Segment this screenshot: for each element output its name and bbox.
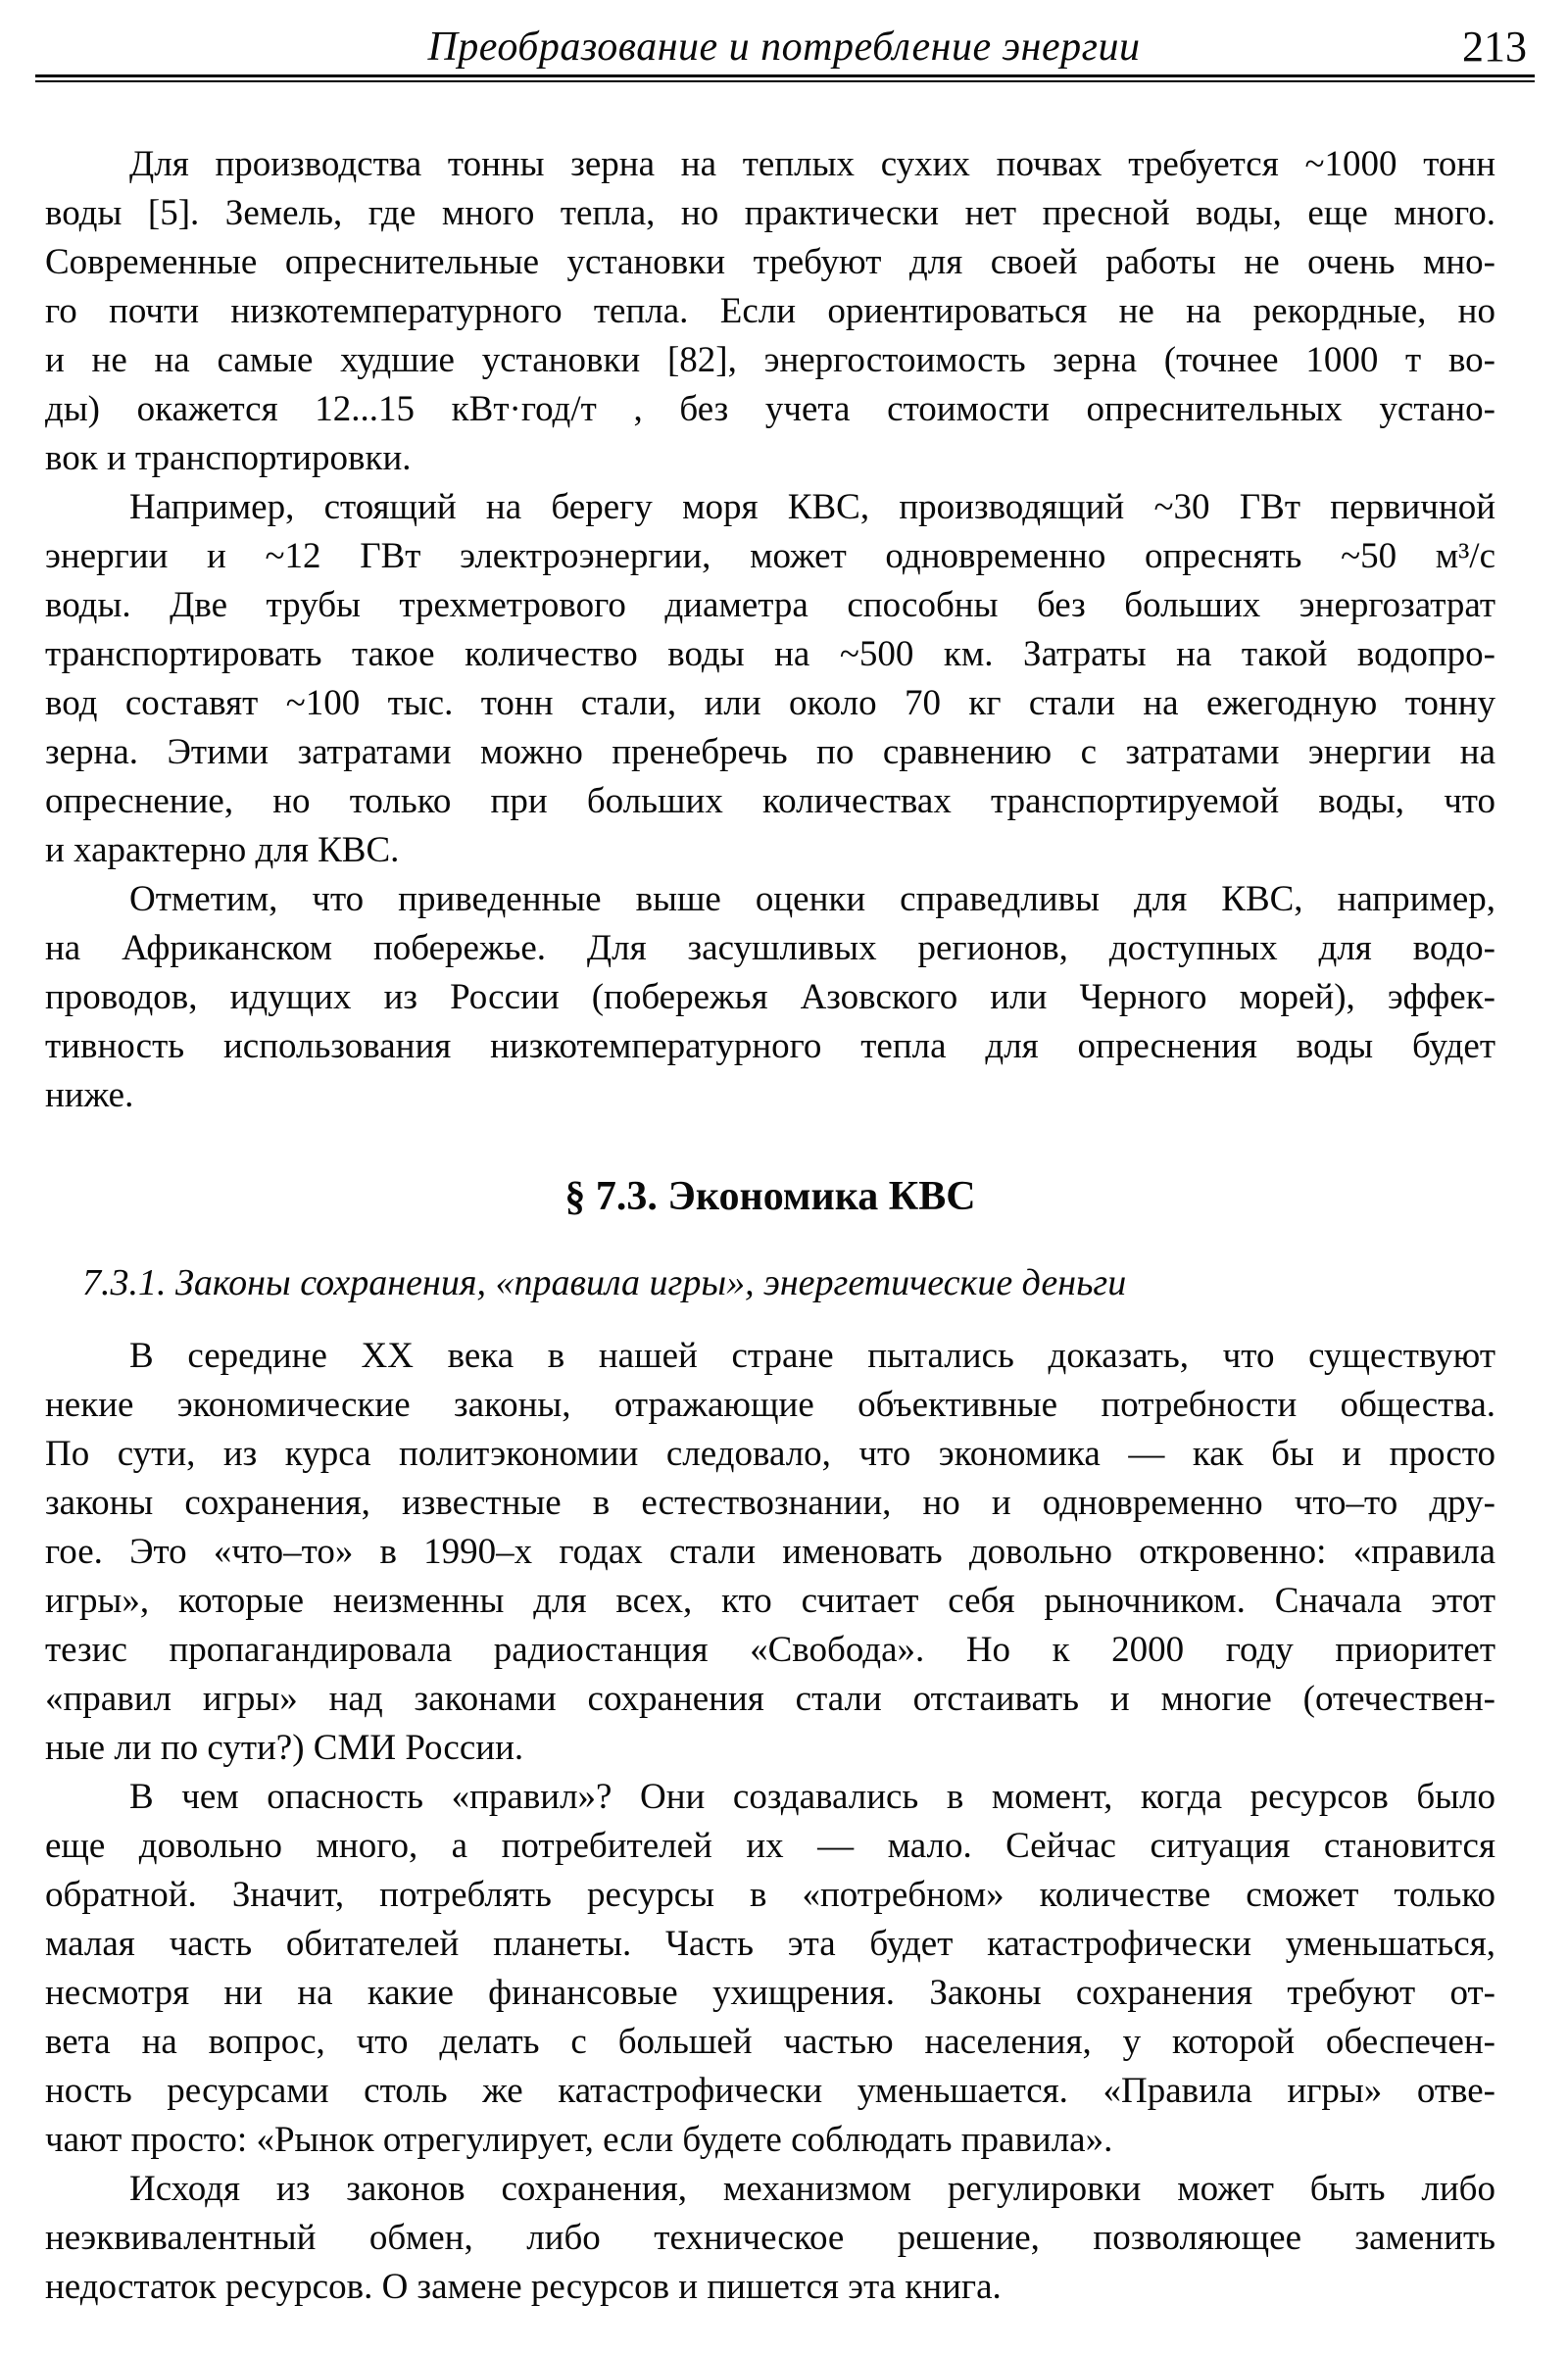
text-line: малая часть обитателей планеты. Часть эта будет катастрофически уменьшаться, — [45, 1924, 1495, 1964]
text-line: и не на самые худшие установки [82], энергостоимость зерна (точнее 1000 т во- — [45, 340, 1495, 380]
page-body — [45, 140, 1495, 2312]
text-line: опреснение, но только при больших количествах транспортируемой воды, что — [45, 781, 1495, 821]
text-line: некие экономические законы, отражающие объективные потребности общества. — [45, 1385, 1495, 1425]
text-line: законы сохранения, известные в естествознании, но и одновременно что–то дру- — [45, 1483, 1495, 1523]
paragraph-regulation-mechanism — [45, 2165, 1495, 2312]
text-line: Отметим, что приведенные выше оценки справедливы для КВС, например, — [129, 879, 1495, 919]
text-line: ные ли по сути?) СМИ России. — [45, 1728, 524, 1768]
text-line: обратной. Значит, потреблять ресурсы в «потребном» количестве сможет только — [45, 1875, 1495, 1915]
paragraph-african-coast-note — [45, 875, 1495, 1120]
page-header — [35, 24, 1533, 71]
text-line: энергии и ~12 ГВт электроэнергии, может одновременно опреснять ~50 м³/с — [45, 536, 1495, 576]
subsection-heading: 7.3.1. Законы сохранения, «правила игры», энергетические деньги — [82, 1262, 1127, 1303]
text-line: вок и транспортировки. — [45, 438, 412, 478]
running-title: Преобразование и потребление энергии — [427, 25, 1141, 70]
text-line: зерна. Этими затратами можно пренебречь по сравнению с затратами энергии на — [45, 732, 1495, 772]
text-line: и характерно для КВС. — [45, 830, 400, 870]
text-line: ниже. — [45, 1075, 134, 1115]
page-number: 213 — [1462, 23, 1527, 71]
text-line: игры», которые неизменны для всех, кто считает себя рыночником. Сначала этот — [45, 1581, 1495, 1621]
text-line: несмотря ни на какие финансовые ухищрения. Законы сохранения требуют от- — [45, 1973, 1495, 2013]
text-line: тезис пропагандировала радиостанция «Свобода». Но к 2000 году приоритет — [45, 1630, 1495, 1670]
text-line: тивность использования низкотемпературного тепла для опреснения воды будет — [45, 1026, 1495, 1066]
paragraph-conservation-laws-rules — [45, 1332, 1495, 1773]
text-line: воды [5]. Земель, где много тепла, но практически нет пресной воды, еще много. — [45, 193, 1495, 233]
text-line: Например, стоящий на берегу моря КВС, производящий ~30 ГВт первичной — [129, 487, 1495, 527]
text-line: По сути, из курса политэкономии следовало, что экономика — как бы и просто — [45, 1434, 1495, 1474]
paragraph-grain-water-cost — [45, 140, 1495, 483]
text-line: Современные опреснительные установки требуют для своей работы не очень мно- — [45, 242, 1495, 282]
text-line: транспортировать такое количество воды на ~500 км. Затраты на такой водопро- — [45, 634, 1495, 674]
text-line: неэквивалентный обмен, либо техническое решение, позволяющее заменить — [45, 2218, 1495, 2258]
text-line: ность ресурсами столь же катастрофически уменьшается. «Правила игры» отве- — [45, 2071, 1495, 2111]
text-line: чают просто: «Рынок отрегулирует, если будете соблюдать правила». — [45, 2120, 1113, 2160]
text-line: на Африканском побережье. Для засушливых регионов, доступных для водо- — [45, 928, 1495, 968]
text-line: недостаток ресурсов. О замене ресурсов и пишется эта книга. — [45, 2267, 1002, 2307]
text-line: проводов, идущих из России (побережья Азовского или Черного морей), эффек- — [45, 977, 1495, 1017]
text-line: еще довольно много, а потребителей их — мало. Сейчас ситуация становится — [45, 1826, 1495, 1866]
text-line: воды. Две трубы трехметрового диаметра способны без больших энергозатрат — [45, 585, 1495, 625]
paragraph-kvs-desalination-example — [45, 483, 1495, 875]
text-line: го почти низкотемпературного тепла. Если ориентироваться не на рекордные, но — [45, 291, 1495, 331]
text-line: Исходя из законов сохранения, механизмом регулировки может быть либо — [129, 2169, 1495, 2209]
text-line: «правил игры» над законами сохранения стали отстаивать и многие (отечествен- — [45, 1679, 1495, 1719]
text-line: Для производства тонны зерна на теплых сухих почвах требуется ~1000 тонн — [129, 144, 1495, 184]
text-line: гое. Это «что–то» в 1990–х годах стали именовать довольно откровенно: «правила — [45, 1532, 1495, 1572]
text-line: В чем опасность «правил»? Они создавались в момент, когда ресурсов было — [129, 1777, 1495, 1817]
section-heading: § 7.3. Экономика КВС — [564, 1174, 976, 1219]
text-line: В середине XX века в нашей стране пытались доказать, что существуют — [129, 1336, 1495, 1376]
header-rule — [35, 74, 1535, 82]
text-line: ды) окажется 12...15 кВт·год/т , без учета стоимости опреснительных устано- — [45, 389, 1495, 429]
text-line: вета на вопрос, что делать с большей частью населения, у которой обеспечен- — [45, 2022, 1495, 2062]
paragraph-danger-of-rules — [45, 1773, 1495, 2165]
text-line: вод составят ~100 тыс. тонн стали, или около 70 кг стали на ежегодную тонну — [45, 683, 1495, 723]
